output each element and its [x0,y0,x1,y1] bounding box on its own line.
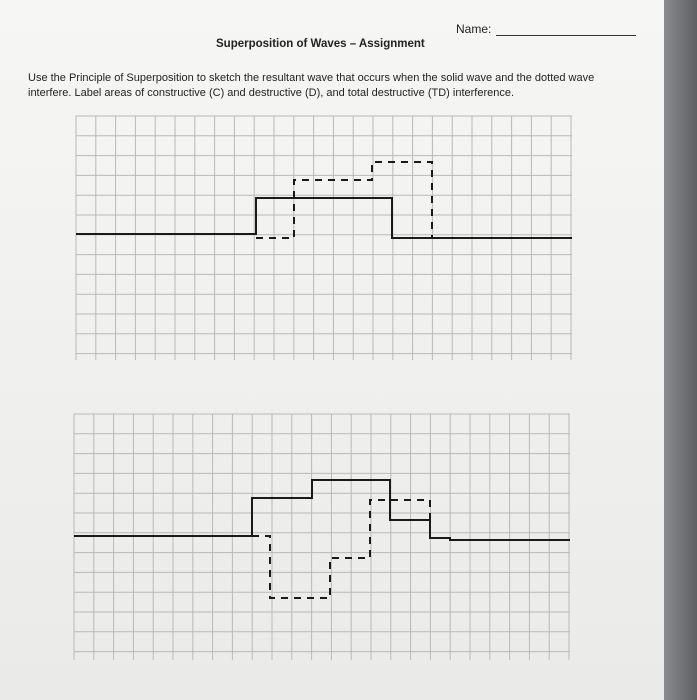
problem-1-grid [76,116,572,360]
problem-2-grid [74,414,570,660]
worksheet-instructions: Use the Principle of Superposition to sketch the resultant wave that occurs when the solid wave and the dotted wave interfere. Label areas of constructive (C) and destructive (D), and total destructive (TD) interference. [28,72,595,99]
background-edge [664,0,697,700]
name-input-line[interactable] [496,35,636,36]
name-label: Name: [456,22,492,36]
solid-wave [76,198,572,238]
dotted-wave [256,162,436,238]
solid-wave [74,480,570,540]
worksheet-title: Superposition of Waves – Assignment [216,38,425,50]
